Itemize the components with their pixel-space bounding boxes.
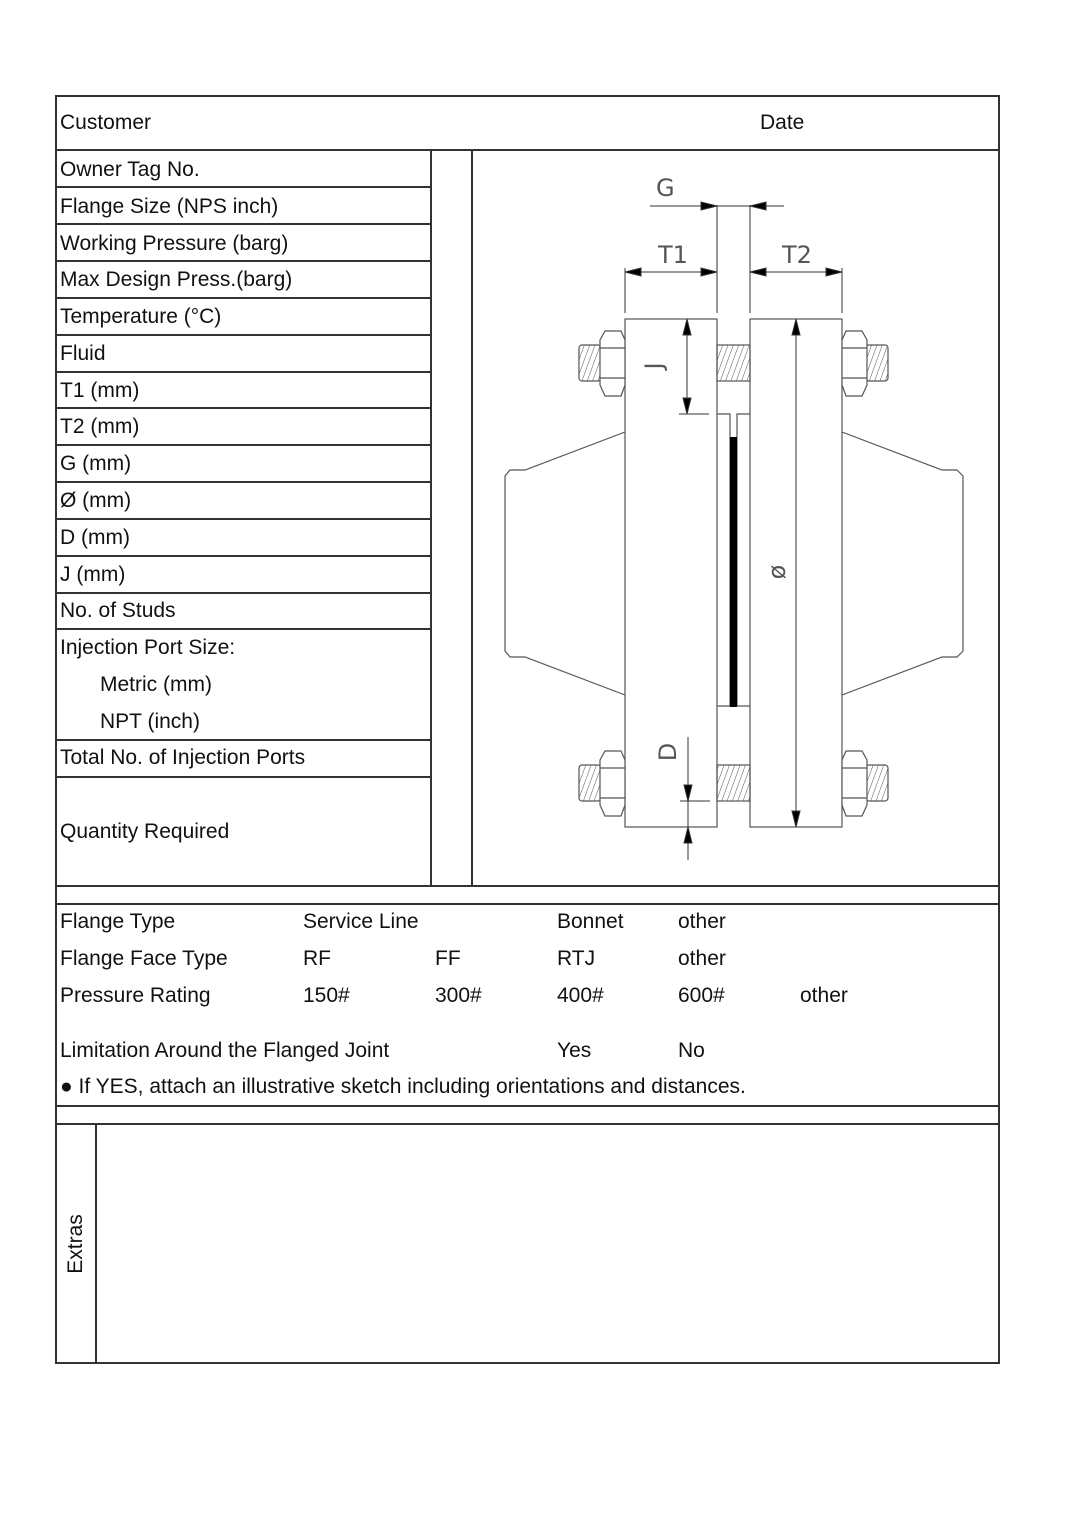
spec-row-quantity[interactable] [57, 778, 430, 885]
flange-type-option[interactable]: other [678, 910, 726, 933]
injection-port-label: Injection Port Size: [60, 636, 236, 659]
spec-row-g[interactable] [57, 446, 430, 483]
spec-label: G (mm) [60, 452, 132, 475]
spec-label: Working Pressure (barg) [60, 232, 289, 255]
dim-label-phi: ø [763, 564, 791, 580]
hex-nut-bottom-right [842, 751, 867, 816]
spec-label: Fluid [60, 342, 106, 365]
hex-nut-bottom-left [600, 751, 625, 816]
flange-face-type-label: Flange Face Type [60, 947, 228, 970]
stud-thread-top-middle [717, 345, 750, 381]
stud-thread-top-right [866, 345, 888, 381]
dim-label-j: J [640, 362, 668, 370]
spec-label: D (mm) [60, 526, 130, 549]
dim-label-t1: T1 [658, 241, 688, 269]
spec-label: Ø (mm) [60, 489, 132, 512]
pressure-rating-option[interactable]: 300# [435, 984, 482, 1007]
section-divider-1 [55, 885, 1000, 887]
limitation-note: ● If YES, attach an illustrative sketch including orientations and distances. [60, 1075, 746, 1098]
section-divider-3 [55, 1105, 1000, 1107]
limitation-option-no[interactable]: No [678, 1039, 705, 1062]
flange-diagram-box [471, 149, 1000, 887]
spec-row-working-pressure[interactable] [57, 225, 430, 262]
pressure-rating-option[interactable]: 600# [678, 984, 725, 1007]
customer-label: Customer [60, 111, 152, 134]
pipe-hub-left [505, 432, 625, 695]
flange-type-option[interactable]: Service Line [303, 910, 419, 933]
spec-label: Temperature (°C) [60, 305, 222, 328]
metric-label: Metric (mm) [100, 673, 212, 696]
extras-label-cell [57, 1125, 95, 1362]
spec-row-t1[interactable] [57, 373, 430, 409]
gasket-seal [730, 437, 737, 707]
spec-row-t2[interactable] [57, 409, 430, 446]
dim-label-g: G [656, 174, 675, 202]
spec-row-studs[interactable] [57, 594, 430, 630]
spec-row-j[interactable] [57, 557, 430, 594]
hex-nut-top-right [842, 331, 867, 396]
section-divider-2 [55, 903, 1000, 905]
stud-thread-top-left [579, 345, 601, 381]
flange-diagram [473, 151, 998, 885]
spec-table [55, 149, 432, 887]
pressure-rating-label: Pressure Rating [60, 984, 211, 1007]
pressure-rating-option[interactable]: 150# [303, 984, 350, 1007]
spec-label: Total No. of Injection Ports [60, 746, 306, 769]
flange-face-option[interactable]: RF [303, 947, 331, 970]
stud-thread-bottom-right [866, 765, 888, 801]
spec-label: T1 (mm) [60, 379, 140, 402]
spec-label: Max Design Press.(barg) [60, 268, 293, 291]
flange-face-option[interactable]: FF [435, 947, 461, 970]
pipe-hub-right [842, 432, 963, 695]
npt-label: NPT (inch) [100, 710, 200, 733]
spec-row-fluid[interactable] [57, 336, 430, 373]
spec-row-injection-port-size[interactable] [57, 630, 430, 741]
pressure-rating-option[interactable]: 400# [557, 984, 604, 1007]
spec-row-temperature[interactable] [57, 299, 430, 336]
spec-label: T2 (mm) [60, 415, 140, 438]
spec-row-max-design-press[interactable] [57, 262, 430, 299]
spec-row-flange-size[interactable] [57, 188, 430, 225]
dim-label-t2: T2 [782, 241, 812, 269]
spec-label: Flange Size (NPS inch) [60, 195, 279, 218]
spec-label: J (mm) [60, 563, 126, 586]
stud-thread-bottom-left [579, 765, 601, 801]
spec-label: Quantity Required [60, 820, 230, 843]
spec-row-phi[interactable] [57, 483, 430, 520]
flange-type-label: Flange Type [60, 910, 176, 933]
spec-label: Owner Tag No. [60, 158, 200, 181]
date-label: Date [760, 111, 805, 134]
extras-field[interactable] [97, 1125, 998, 1362]
spec-label: No. of Studs [60, 599, 176, 622]
hex-nut-top-left [600, 331, 625, 396]
limitation-label: Limitation Around the Flanged Joint [60, 1039, 390, 1062]
flange-type-option[interactable]: Bonnet [557, 910, 624, 933]
spec-row-owner-tag[interactable] [57, 151, 430, 188]
spec-row-d[interactable] [57, 520, 430, 557]
spec-row-total-ports[interactable] [57, 741, 430, 778]
stud-thread-bottom-middle [717, 765, 750, 801]
extras-label: Extras [64, 1213, 87, 1274]
flange-face-option[interactable]: RTJ [557, 947, 596, 970]
flange-face-option[interactable]: other [678, 947, 726, 970]
pressure-rating-option[interactable]: other [800, 984, 848, 1007]
dim-label-d: D [654, 742, 682, 762]
limitation-option-yes[interactable]: Yes [557, 1039, 592, 1062]
